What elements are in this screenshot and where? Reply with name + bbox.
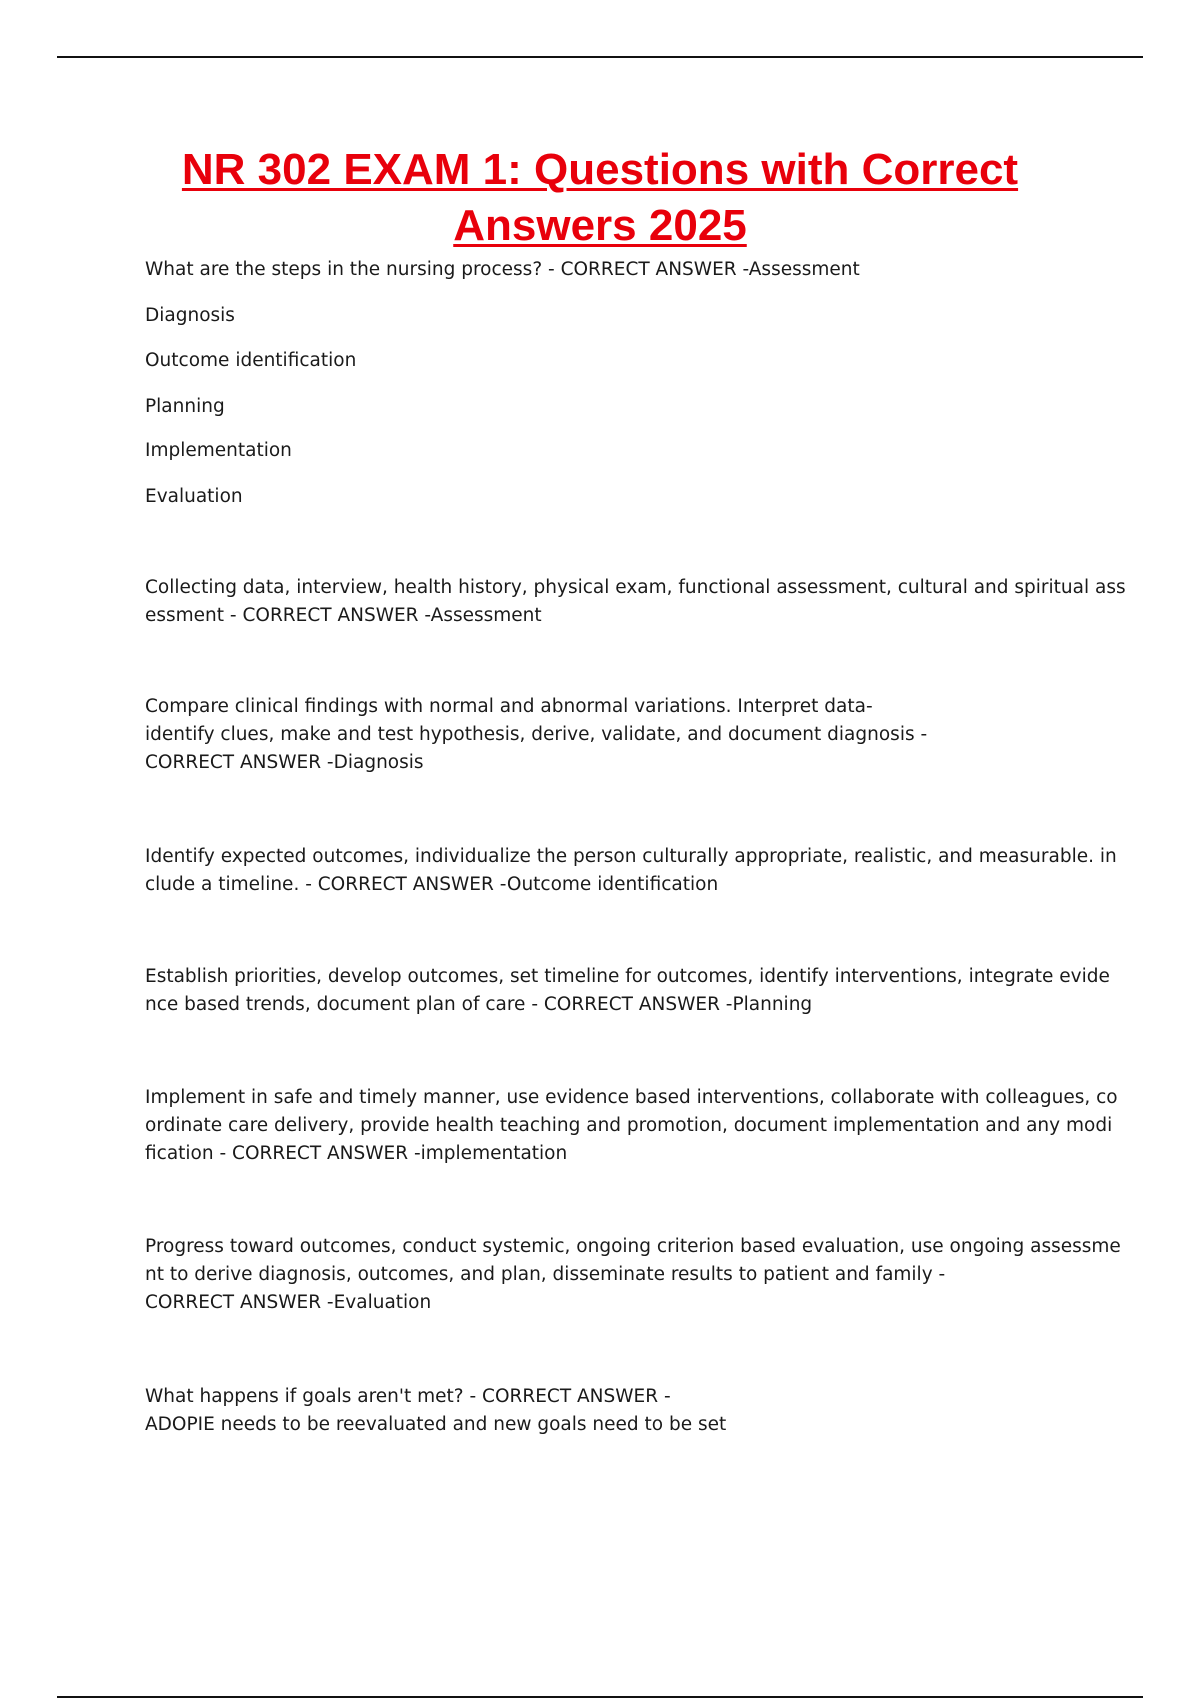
qa-block-goals-not-met: [145, 1383, 1090, 1439]
header-rule: [57, 56, 1143, 58]
qa-block-planning: [145, 963, 1110, 1019]
step-item: [145, 483, 1090, 511]
title-line: Answers 2025: [453, 201, 747, 250]
question-line: What are the steps in the nursing process? - CORRECT ANSWER -Assessment: [145, 259, 860, 280]
qa-line: CORRECT ANSWER -Diagnosis: [145, 752, 424, 773]
qa-line: ordinate care delivery, provide health teaching and promotion, document implementation and any modi: [145, 1115, 1113, 1136]
qa-line: ADOPIE needs to be reevaluated and new goals need to be set: [145, 1414, 727, 1435]
qa-line: Compare clinical findings with normal and abnormal variations. Interpret data-: [145, 696, 873, 717]
qa-line: nt to derive diagnosis, outcomes, and plan, disseminate results to patient and family -: [145, 1264, 946, 1285]
qa-block-assessment: [145, 574, 1126, 630]
qa-line: Establish priorities, develop outcomes, set timeline for outcomes, identify interventions, integrate evide: [145, 966, 1110, 987]
qa-line: essment - CORRECT ANSWER -Assessment: [145, 605, 542, 626]
step-item: [145, 302, 1090, 330]
step-item: [145, 437, 1090, 465]
step-item: [145, 393, 1090, 421]
title-line: NR 302 EXAM 1: Questions with Correct: [181, 145, 1019, 194]
footer-rule: [57, 1696, 1143, 1698]
qa-line: Collecting data, interview, health history, physical exam, functional assessment, cultural and spiritual ass: [145, 577, 1126, 598]
qa-line: clude a timeline. - CORRECT ANSWER -Outcome identification: [145, 874, 719, 895]
qa-block-outcome-identification: [145, 843, 1117, 899]
qa-line: identify clues, make and test hypothesis, derive, validate, and document diagnosis -: [145, 724, 928, 745]
step-item: [145, 347, 1090, 375]
step-label: Outcome identification: [145, 350, 357, 371]
qa-block-implementation: [145, 1084, 1118, 1168]
qa-line: Identify expected outcomes, individualize the person culturally appropriate, realistic, and measurable. in: [145, 846, 1117, 867]
qa-line: CORRECT ANSWER -Evaluation: [145, 1292, 432, 1313]
qa-block-evaluation: [145, 1233, 1121, 1317]
qa-line: Implement in safe and timely manner, use evidence based interventions, collaborate with colleagues, co: [145, 1087, 1118, 1108]
step-label: Evaluation: [145, 486, 243, 507]
qa-line: What happens if goals aren't met? - CORRECT ANSWER -: [145, 1386, 671, 1407]
step-label: Implementation: [145, 440, 292, 461]
qa-line: Progress toward outcomes, conduct systemic, ongoing criterion based evaluation, use ongoing assessme: [145, 1236, 1121, 1257]
step-label: Diagnosis: [145, 305, 235, 326]
step-label: Planning: [145, 396, 225, 417]
qa-line: nce based trends, document plan of care - CORRECT ANSWER -Planning: [145, 994, 813, 1015]
qa-block-diagnosis: [145, 693, 1090, 777]
steps-question: [145, 256, 1090, 284]
qa-line: fication - CORRECT ANSWER -implementation: [145, 1143, 568, 1164]
document-title: [60, 142, 1140, 254]
